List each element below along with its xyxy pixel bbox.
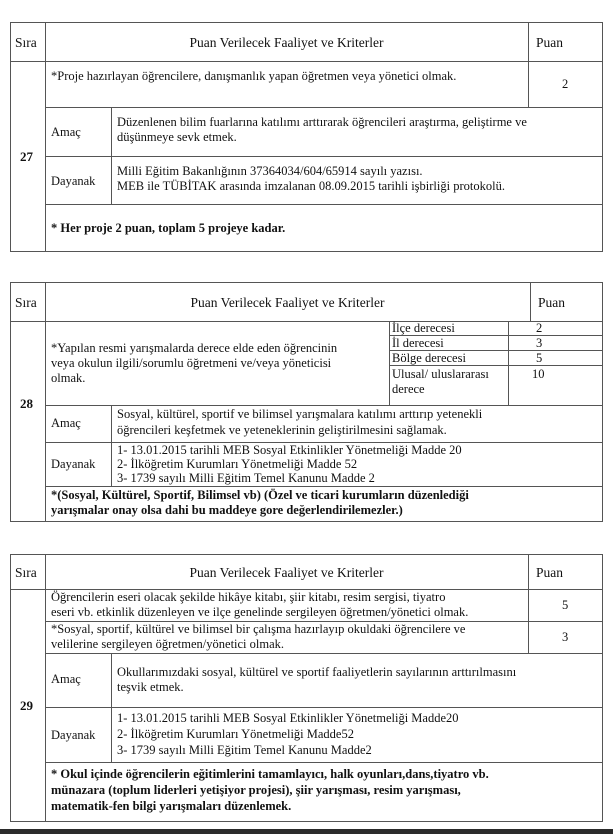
- dayanak-text-1: Milli Eğitim Bakanlığının 37364034/604/65914 sayılı yazısı.: [117, 164, 423, 178]
- table-28: [10, 282, 603, 522]
- row-number: 27: [20, 149, 33, 164]
- criteria-text-3: olmak.: [51, 371, 86, 385]
- row-number: 29: [20, 698, 33, 713]
- criteria-text: *Proje hazırlayan öğrencilere, danışmanlık yapan öğretmen veya yönetici olmak.: [51, 69, 457, 83]
- criteria-text-2: veya okulun ilgili/sorumlu öğretmeni ve/veya yöneticisi: [51, 356, 332, 370]
- header-title: Puan Verilecek Faaliyet ve Kriterler: [190, 295, 385, 310]
- dayanak-text-1: 1- 13.01.2015 tarihli MEB Sosyal Etkinlikler Yönetmeliği Madde20: [117, 711, 459, 725]
- header-title: Puan Verilecek Faaliyet ve Kriterler: [189, 565, 384, 580]
- note-text-2: yarışmalar onay olsa dahi bu maddeye gore değerlendirilemezler.): [51, 503, 403, 517]
- criteria-2-text-2: velilerine sergileyen öğretmen/yönetici olmak.: [51, 637, 285, 651]
- header-sira: Sıra: [15, 565, 37, 580]
- header-title: Puan Verilecek Faaliyet ve Kriterler: [189, 35, 384, 50]
- level-puan: 2: [536, 321, 543, 335]
- level-puan: 3: [536, 336, 543, 350]
- level-label-cont: derece: [392, 382, 425, 396]
- amac-label: Amaç: [51, 416, 81, 430]
- dayanak-label: Dayanak: [51, 457, 96, 471]
- table-27: [10, 22, 603, 252]
- amac-text-2: teşvik etmek.: [117, 680, 184, 694]
- level-label: İl derecesi: [392, 336, 444, 350]
- note-text: * Her proje 2 puan, toplam 5 projeye kadar.: [51, 221, 286, 235]
- level-label: Ulusal/ uluslararası: [392, 367, 489, 381]
- level-puan: 5: [536, 351, 543, 365]
- note-text-2: münazara (toplum liderleri yetişiyor projesi), şiir yarışması, resim yarışması,: [51, 783, 461, 797]
- dayanak-text-3: 3- 1739 sayılı Milli Eğitim Temel Kanunu Madde2: [117, 743, 372, 757]
- criteria-1-puan: 5: [562, 598, 569, 612]
- dayanak-label: Dayanak: [51, 174, 96, 188]
- amac-label: Amaç: [51, 125, 81, 139]
- note-text-3: matematik-fen bilgi yarışmaları düzenlemek.: [51, 799, 292, 813]
- note-text-1: *(Sosyal, Kültürel, Sportif, Bilimsel vb) (Özel ve ticari kurumların düzenlediği: [51, 488, 469, 502]
- amac-label: Amaç: [51, 672, 81, 686]
- criteria-2-text-1: *Sosyal, sportif, kültürel ve bilimsel bir çalışma hazırlayıp okuldaki öğrencilere ve: [51, 622, 466, 636]
- bottom-edge-bar: [0, 829, 613, 834]
- criteria-2-puan: 3: [562, 630, 569, 644]
- header-puan: Puan: [538, 295, 565, 310]
- amac-text-2: düşünmeye sevk etmek.: [117, 130, 237, 144]
- criteria-1-text-1: Öğrencilerin eseri olacak şekilde hikâye kitabı, şiir kitabı, resim sergisi, tiyatro: [51, 590, 446, 604]
- criteria-puan: 2: [562, 77, 569, 91]
- note-text-1: * Okul içinde öğrencilerin eğitimlerini tamamlayıcı, halk oyunları,dans,tiyatro vb.: [51, 767, 489, 781]
- header-sira: Sıra: [15, 35, 37, 50]
- level-puan: 10: [532, 367, 545, 381]
- dayanak-text-2: 2- İlköğretim Kurumları Yönetmeliği Madde 52: [117, 457, 358, 471]
- amac-text-2: öğrencileri keşfetmek ve yeteneklerinin geliştirilmesini sağlamak.: [117, 423, 447, 437]
- dayanak-text-2: 2- İlköğretim Kurumları Yönetmeliği Madde52: [117, 727, 354, 741]
- amac-text-1: Düzenlenen bilim fuarlarına katılımı arttırarak öğrencileri araştırma, geliştirme ve: [117, 115, 527, 129]
- criteria-text-1: *Yapılan resmi yarışmalarda derece elde eden öğrencinin: [51, 341, 338, 355]
- dayanak-text-1: 1- 13.01.2015 tarihli MEB Sosyal Etkinlikler Yönetmeliği Madde 20: [117, 443, 462, 457]
- dayanak-text-2: MEB ile TÜBİTAK arasında imzalanan 08.09.2015 tarihli işbirliği protokolü.: [117, 179, 505, 193]
- header-sira: Sıra: [15, 295, 37, 310]
- criteria-1-text-2: eseri vb. etkinlik düzenleyen ve ilçe genelinde sergileyen öğretmen/yönetici olmak.: [51, 605, 469, 619]
- amac-text-1: Sosyal, kültürel, sportif ve bilimsel yarışmalara katılımı arttırıp yetenekli: [117, 407, 483, 421]
- row-number: 28: [20, 396, 33, 411]
- table-29: [10, 554, 603, 822]
- dayanak-text-3: 3- 1739 sayılı Milli Eğitim Temel Kanunu Madde 2: [117, 471, 375, 485]
- header-puan: Puan: [536, 565, 563, 580]
- header-puan: Puan: [536, 35, 563, 50]
- amac-text-1: Okullarımızdaki sosyal, kültürel ve sportif faaliyetlerin sayılarının arttırılmasını: [117, 665, 517, 679]
- level-label: İlçe derecesi: [392, 321, 455, 335]
- level-label: Bölge derecesi: [392, 351, 466, 365]
- dayanak-label: Dayanak: [51, 728, 96, 742]
